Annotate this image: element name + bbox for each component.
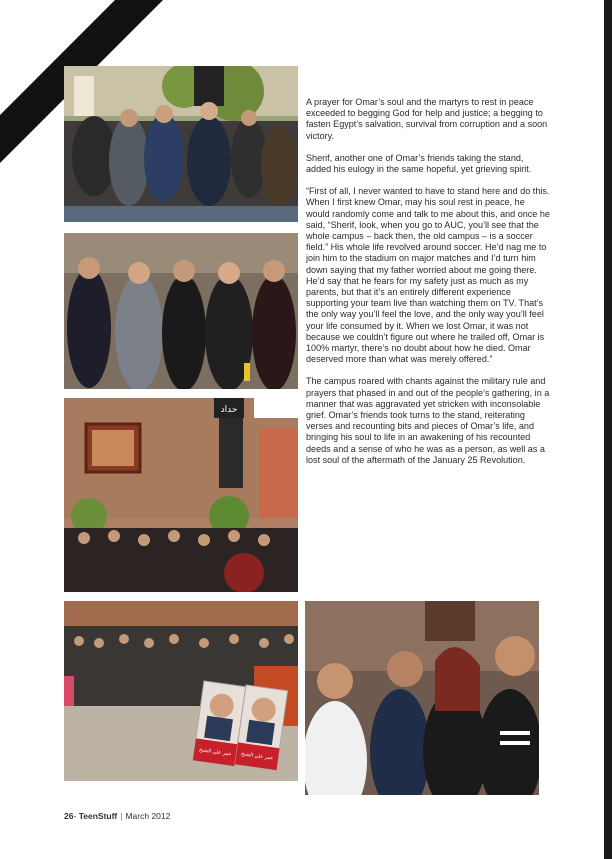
poster-caption-left: عمر علي الشيخ xyxy=(198,747,232,758)
article-paragraph: Sherif, another one of Omar’s friends taking the stand, added his eulogy in the same hopeful, yet grieving spirit. xyxy=(306,152,532,175)
photo-campus-building xyxy=(64,398,298,592)
photo-crowd-standing xyxy=(64,66,298,222)
photo-crowd-with-posters xyxy=(64,601,298,781)
article-paragraph: “First of all, I never wanted to have to stand here and do this. When I first knew Omar, may his soul rest in peace, he would randomly come and talk to me about this, and once he said, “Sherif, look, when you go to AUC, you’ll see that the whole campus – back then, the old campus – is a soccer field.” His whole life revolved around soccer. He’d nag me to join him to the stadium on major matches and I’d turn him down saying that my father worried about me going there. He’d say that he fears for my safety just as much as my parents, but that it’s an entirely different experience supporting your team live than watching them on TV. That’s the only way you’ll feel the love, and the only way you’ll feel your life consumed by it. When we lost Omar, it was not because we couldn’t figure out where he trailed off, Omar is 100% martyr, there’s no doubt about how he died. Omar deserved more than what was merely offered.” xyxy=(306,186,550,365)
article-paragraph: A prayer for Omar’s soul and the martyrs to rest in peace exceeded to begging God for help and justice; a begging to fasten Egypt’s salvation, survival from corruption and a soon victory. xyxy=(306,97,548,141)
photo-mourners-closeup xyxy=(305,601,539,795)
poster-caption-right: عمر علي الشيخ xyxy=(240,751,274,762)
footer-dash: - xyxy=(73,811,77,821)
page-edge xyxy=(604,0,612,859)
issue-date: March 2012 xyxy=(125,811,171,821)
page-number: 26 xyxy=(64,811,74,821)
footer-separator: | xyxy=(120,811,123,821)
page-footer xyxy=(64,811,170,821)
article-paragraph: The campus roared with chants against the military rule and prayers that phased in and out of the people’s gathering, in a manner that was aggravated yet stricken with inconsolable grief. Omar’s friends took turns to the stand, reiterating verses and recounting bits and pieces of Omar’s life, and bringing his soul to life in an awakening of his recounted deeds and a sense of who he was as a person, as well as a lost soul of the aftermath of the January 25 Revolution. xyxy=(306,376,550,465)
photo-women-listening xyxy=(64,233,298,389)
magazine-brand: TeenStuff xyxy=(78,811,118,821)
banner-sign: حداد xyxy=(220,405,238,415)
article-text xyxy=(306,97,550,477)
